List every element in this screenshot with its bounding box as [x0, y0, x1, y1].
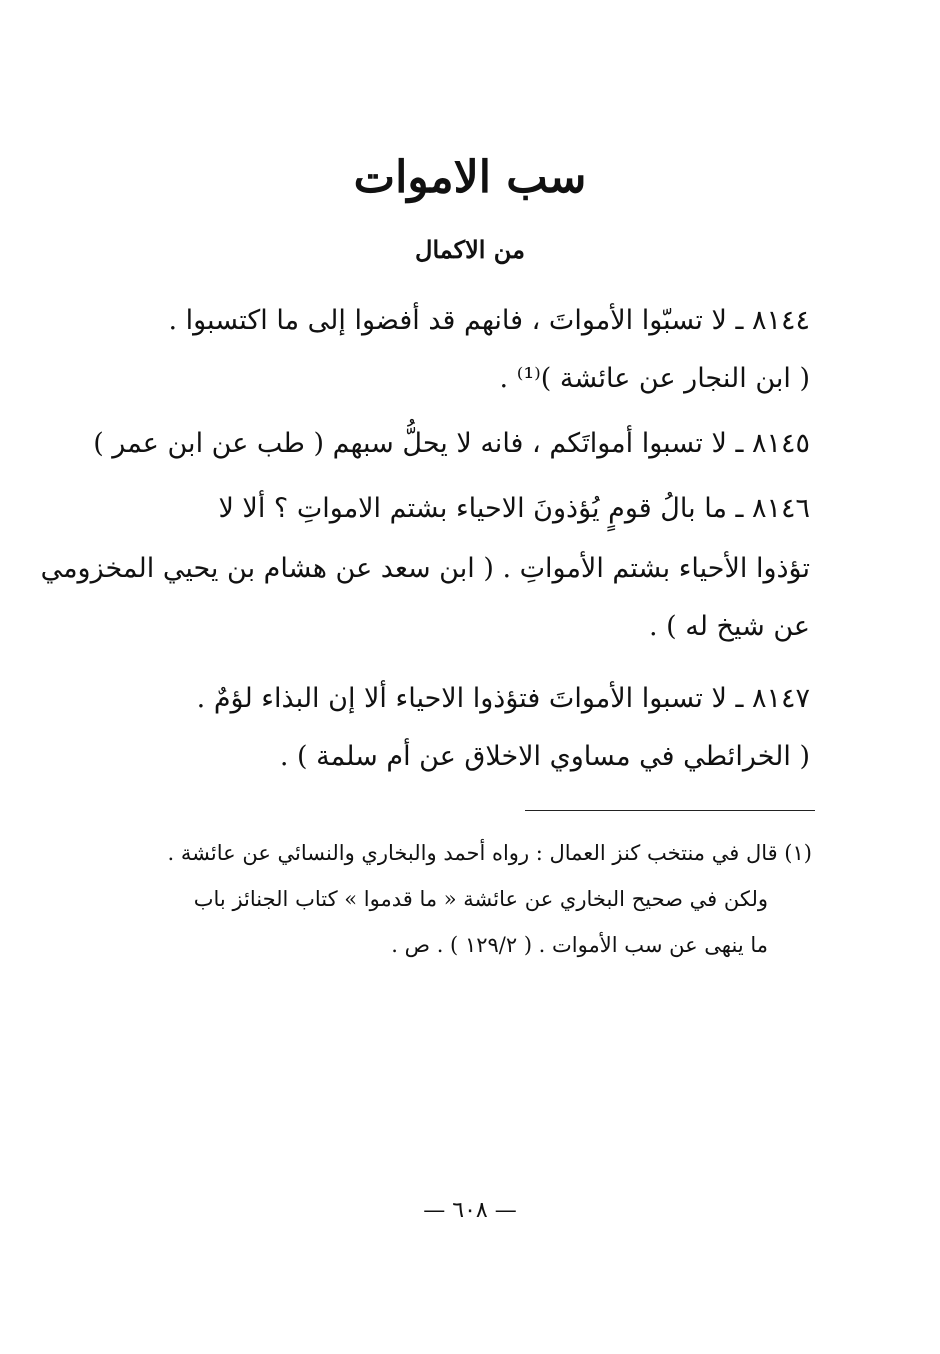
hadith-8145: [93, 428, 810, 460]
hadith-line: ٨١٤٥ ـ لا تسبوا أمواتَكم ، فانه لا يحلُّ سبهم ( طب عن ابن عمر ): [93, 428, 810, 459]
hadith-line: ( ابن النجار عن عائشة )⁽¹⁾ .: [499, 363, 810, 394]
hadith-line: ( الخرائطي في مساوي الاخلاق عن أم سلمة ) .: [279, 741, 810, 772]
footnote-line: ولكن في صحيح البخاري عن عائشة « ما قدموا » كتاب الجنائز باب: [193, 887, 768, 911]
hadith-8146: [40, 493, 810, 643]
hadith-8147: [110, 683, 810, 773]
hadith-line: عن شيخ له ) .: [648, 611, 810, 642]
page-number: — ٦٠٨ —: [423, 1198, 517, 1223]
hadith-line: ٨١٤٧ ـ لا تسبوا الأمواتَ فتؤذوا الاحياء ألا إن البذاء لؤمٌ .: [196, 683, 810, 714]
footnote: [112, 842, 812, 956]
hadith-8144: [110, 305, 810, 395]
hadith-line: تؤذوا الأحياء بشتم الأمواتِ . ( ابن سعد عن هشام بن يحيي المخزومي: [40, 553, 810, 584]
section-subtitle: من الاكمال: [415, 235, 525, 264]
hadith-line: ٨١٤٤ ـ لا تسبّوا الأمواتَ ، فانهم قد أفضوا إلى ما اكتسبوا .: [168, 305, 810, 336]
footnote-line: ما ينهى عن سب الأموات . ( ١٢٩/٢ ) . ص .: [391, 933, 768, 957]
page-title: سب الاموات: [353, 152, 587, 203]
footnote-line: (١) قال في منتخب كنز العمال : رواه أحمد والبخاري والنسائي عن عائشة .: [167, 841, 812, 865]
footnote-divider: [525, 810, 815, 811]
hadith-line: ٨١٤٦ ـ ما بالُ قومٍ يُؤذونَ الاحياء بشتم الامواتِ ؟ ألا لا: [218, 493, 810, 524]
